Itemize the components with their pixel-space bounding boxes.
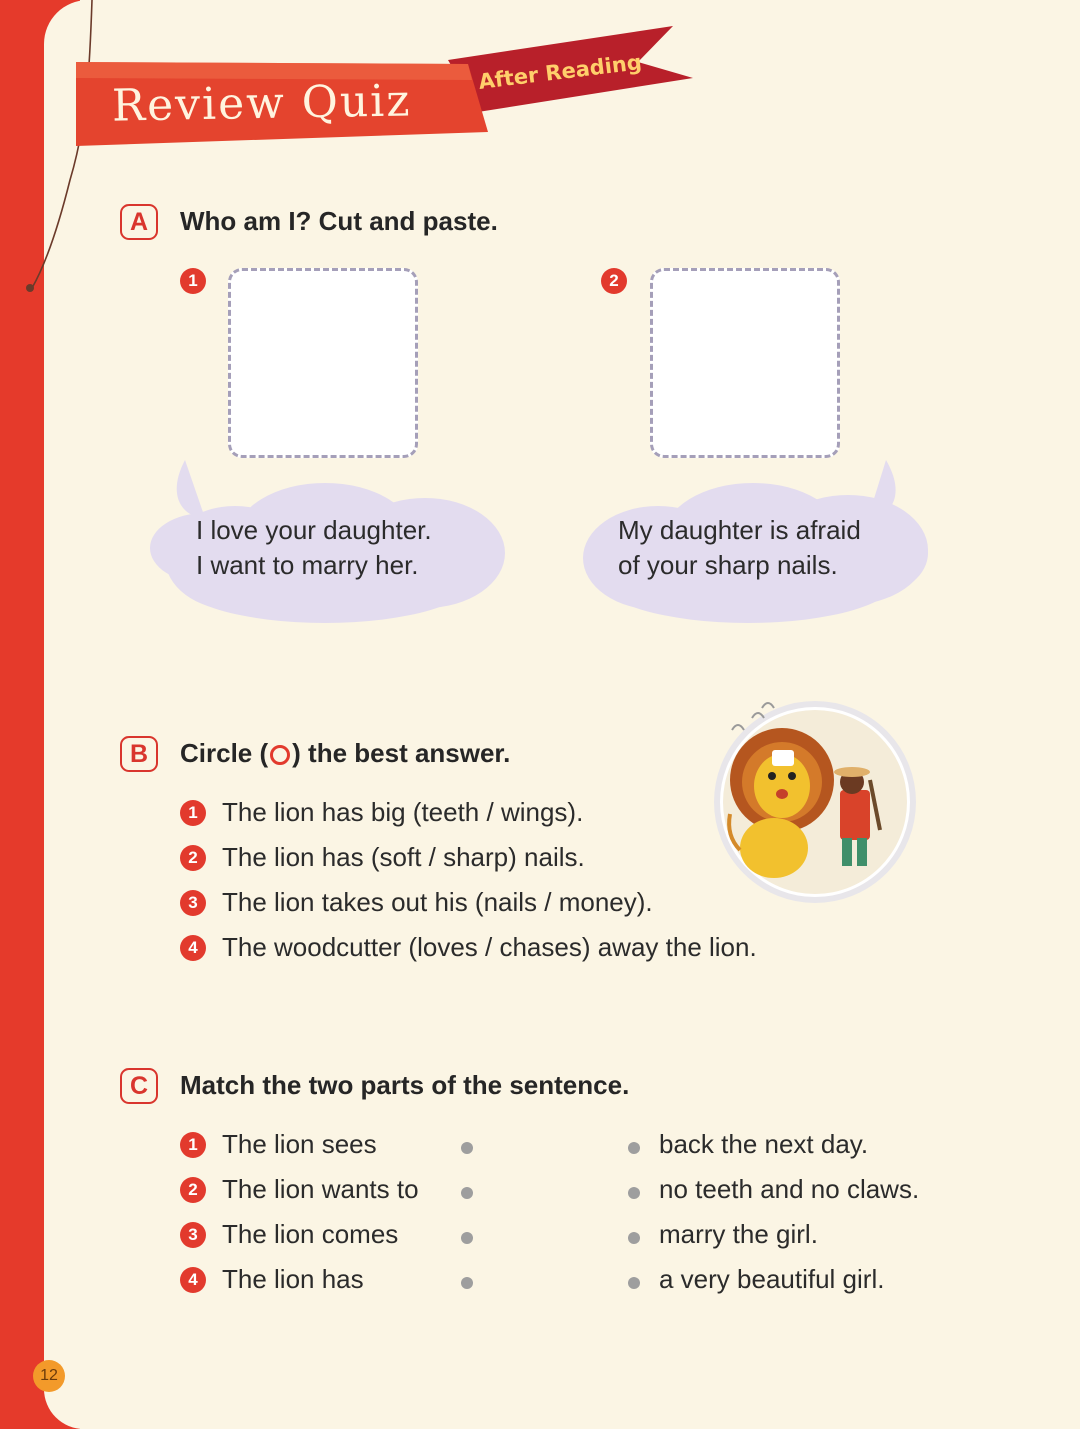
section-b-title-post: ) the best answer. xyxy=(292,738,511,768)
section-a-number-1: 1 xyxy=(180,268,206,294)
section-b-title-pre: Circle ( xyxy=(180,738,269,768)
section-c-number-2: 2 xyxy=(180,1177,206,1203)
section-b-number-3: 3 xyxy=(180,890,206,916)
section-c-right-1: back the next day. xyxy=(659,1129,869,1159)
section-c-left-4: The lion has xyxy=(222,1264,364,1294)
section-c-right-2: no teeth and no claws. xyxy=(659,1174,920,1204)
section-c-title: Match the two parts of the sentence. xyxy=(180,1070,630,1100)
section-a-badge: A xyxy=(120,204,158,240)
lion-woodcutter-illustration xyxy=(712,690,922,910)
paste-box-1[interactable] xyxy=(228,268,418,458)
section-c-left-1: The lion sees xyxy=(222,1129,377,1159)
section-c-left-3: The lion comes xyxy=(222,1219,399,1249)
section-b-number-2: 2 xyxy=(180,845,206,871)
cloud-1-line-2: I want to marry her. xyxy=(196,550,419,580)
page-number: 12 xyxy=(33,1360,65,1392)
section-b-number-4: 4 xyxy=(180,935,206,961)
cloud-2-text xyxy=(618,513,861,583)
section-c-number-3: 3 xyxy=(180,1222,206,1248)
match-dot-left-3[interactable] xyxy=(461,1232,473,1244)
section-b-number-1: 1 xyxy=(180,800,206,826)
section-a-title: Who am I? Cut and paste. xyxy=(180,206,498,236)
match-dot-left-2[interactable] xyxy=(461,1187,473,1199)
section-c-number-1: 1 xyxy=(180,1132,206,1158)
match-dot-left-1[interactable] xyxy=(461,1142,473,1154)
section-c-left-2: The lion wants to xyxy=(222,1174,419,1204)
match-dot-left-4[interactable] xyxy=(461,1277,473,1289)
match-dot-right-4[interactable] xyxy=(628,1277,640,1289)
section-b-title xyxy=(180,738,510,769)
cloud-2-line-1: My daughter is afraid xyxy=(618,515,861,545)
section-b-item-3: The lion takes out his (nails / money). xyxy=(222,887,653,917)
section-c-right-4: a very beautiful girl. xyxy=(659,1264,885,1294)
section-b-item-4: The woodcutter (loves / chases) away the lion. xyxy=(222,932,757,962)
banner-title: Review Quiz xyxy=(111,75,412,132)
section-c-number-4: 4 xyxy=(180,1267,206,1293)
section-c-right-3: marry the girl. xyxy=(659,1219,818,1249)
section-b-item-2: The lion has (soft / sharp) nails. xyxy=(222,842,585,872)
match-dot-right-1[interactable] xyxy=(628,1142,640,1154)
section-a-number-2: 2 xyxy=(601,268,627,294)
cloud-2-line-2: of your sharp nails. xyxy=(618,550,838,580)
match-dot-right-3[interactable] xyxy=(628,1232,640,1244)
section-b-badge: B xyxy=(120,736,158,772)
paste-box-2[interactable] xyxy=(650,268,840,458)
section-b-item-1: The lion has big (teeth / wings). xyxy=(222,797,584,827)
circle-icon xyxy=(270,745,290,765)
match-dot-right-2[interactable] xyxy=(628,1187,640,1199)
cloud-1-text xyxy=(196,513,432,583)
banner-subtitle: After Reading xyxy=(477,50,643,94)
section-c-badge: C xyxy=(120,1068,158,1104)
cloud-1-line-1: I love your daughter. xyxy=(196,515,432,545)
